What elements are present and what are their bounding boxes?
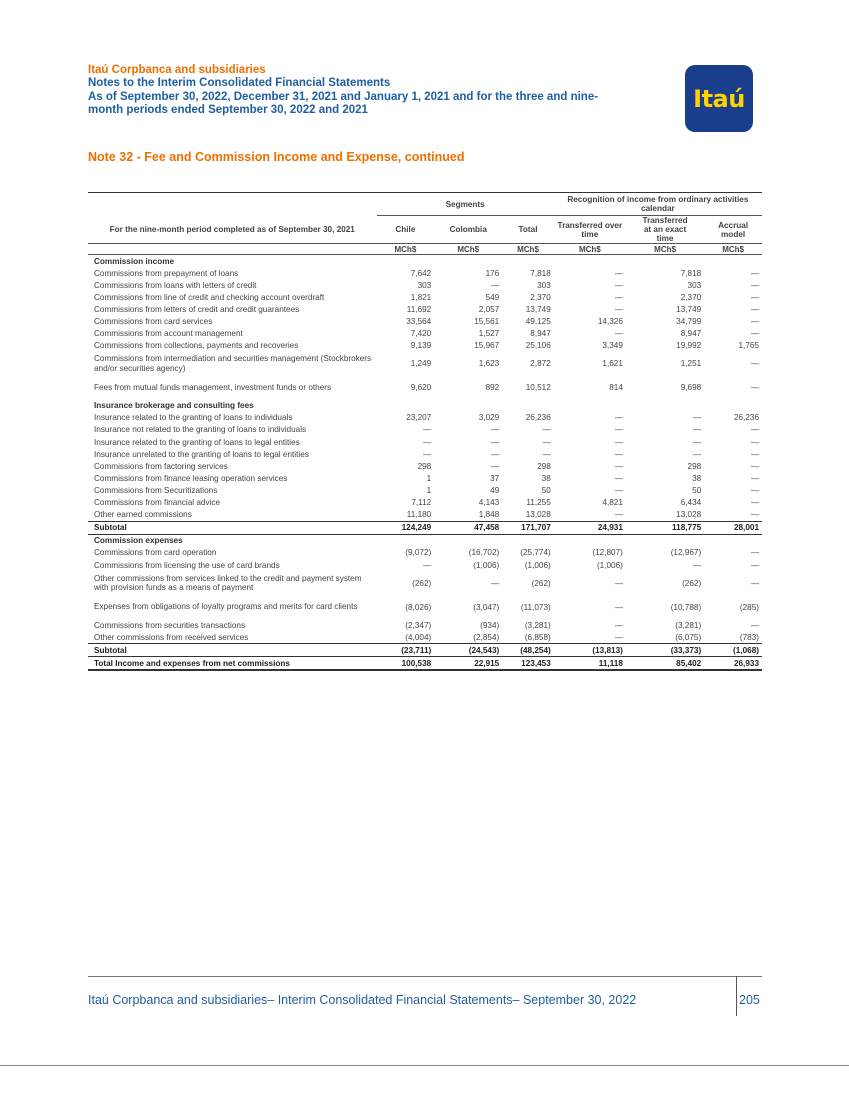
value-cell: 1 [426, 485, 432, 495]
table-row [88, 424, 762, 436]
value-cell: — [542, 449, 551, 459]
value-cell: 1,249 [410, 359, 432, 369]
value-cell: — [423, 449, 432, 459]
value-cell: 15,967 [474, 341, 500, 351]
table-row [88, 291, 762, 303]
company-name: Itaú Corpbanca and subsidiaries [88, 64, 266, 76]
value-cell: — [423, 560, 432, 570]
value-cell: (13,813) [554, 644, 626, 657]
value-cell: (1,006) [524, 560, 551, 570]
value-cell: 1,527 [478, 329, 500, 339]
table-row [88, 340, 762, 352]
table-row [88, 619, 762, 631]
row-label: Commissions from account management [94, 329, 243, 339]
group-header-row [88, 193, 762, 216]
value-cell: — [693, 560, 702, 570]
value-cell: 10,512 [525, 383, 551, 393]
value-cell: — [750, 510, 759, 520]
value-cell: 23,207 [406, 413, 432, 423]
subtotal-row [88, 521, 762, 534]
value-cell: 549 [485, 292, 500, 302]
value-cell: (33,373) [626, 644, 704, 657]
value-cell: 124,249 [377, 521, 435, 534]
table-row [88, 472, 762, 484]
total-row [88, 657, 762, 671]
table-row [88, 484, 762, 496]
value-cell: 13,749 [676, 304, 702, 314]
value-cell: — [693, 425, 702, 435]
footer-text: Itaú Corpbanca and subsidiaries– Interim Consolidated Financial Statements– September 30, 2022 [88, 993, 637, 1007]
value-cell: — [491, 578, 500, 588]
value-cell: — [542, 425, 551, 435]
value-cell: (25,774) [520, 548, 551, 558]
table-row [88, 448, 762, 460]
value-cell: — [614, 437, 623, 447]
value-cell: 118,775 [626, 521, 704, 534]
value-cell: 37 [490, 473, 500, 483]
value-cell: (285) [739, 602, 759, 612]
value-cell: — [750, 578, 759, 588]
table-row [88, 352, 762, 376]
value-cell: — [614, 280, 623, 290]
unit-row [88, 244, 762, 255]
row-label: Other commissions from services linked to the credit and payment system with provision funds as a means of payment [94, 573, 362, 593]
row-label: Fees from mutual funds management, investment funds or others [94, 383, 332, 392]
value-cell: 28,001 [704, 521, 762, 534]
value-cell: (11,073) [520, 602, 551, 612]
value-cell: — [750, 383, 759, 393]
table-row [88, 303, 762, 315]
value-cell: 3,349 [602, 341, 623, 351]
value-cell: — [750, 620, 759, 630]
value-cell: 13,028 [525, 510, 551, 520]
value-cell: 7,642 [410, 268, 432, 278]
table-row [88, 267, 762, 279]
value-cell: (262) [531, 578, 551, 588]
value-cell: (3,281) [675, 620, 702, 630]
value-cell: — [614, 602, 623, 612]
value-cell: — [491, 280, 500, 290]
value-cell: (783) [739, 632, 759, 642]
value-cell: (8,026) [405, 602, 432, 612]
value-cell: (23,711) [377, 644, 435, 657]
value-cell: 2,057 [478, 304, 500, 314]
col-header-transferred-exact-time: Transferred at an exact time [642, 216, 688, 243]
value-cell: (12,967) [670, 548, 702, 558]
value-cell: (12,807) [592, 548, 623, 558]
value-cell: 25,106 [525, 341, 551, 351]
value-cell: (10,788) [670, 602, 702, 612]
value-cell: — [750, 425, 759, 435]
value-cell: — [750, 359, 759, 369]
value-cell: — [542, 437, 551, 447]
value-cell: 1 [426, 473, 432, 483]
value-cell: 49 [490, 485, 500, 495]
value-cell: 7,818 [680, 268, 702, 278]
value-cell: (1,068) [704, 644, 762, 657]
table-row [88, 328, 762, 340]
value-cell: — [750, 317, 759, 327]
header-line-2: As of September 30, 2022, December 31, 2021 and January 1, 2021 and for the three and nine- [88, 90, 599, 103]
section-header-row [88, 255, 762, 268]
value-cell: (262) [682, 578, 702, 588]
value-cell: 8,947 [680, 329, 702, 339]
value-cell: (1,006) [596, 560, 623, 570]
table-row [88, 559, 762, 571]
value-cell: (3,047) [473, 602, 500, 612]
value-cell: 2,872 [530, 359, 551, 369]
row-label: Commissions from Securitizations [94, 485, 218, 495]
value-cell: 814 [609, 383, 623, 393]
table-row [88, 509, 762, 522]
value-cell: 2,370 [680, 292, 702, 302]
value-cell: 9,139 [410, 341, 432, 351]
value-cell: 11,118 [554, 657, 626, 671]
section-header-row [88, 400, 762, 412]
value-cell: — [750, 268, 759, 278]
value-cell: 303 [417, 280, 432, 290]
value-cell: 11,255 [526, 498, 551, 508]
value-cell: (16,702) [468, 548, 500, 558]
row-label: Commissions from licensing the use of card brands [94, 560, 280, 570]
value-cell: 34,799 [676, 317, 702, 327]
value-cell: 24,931 [554, 521, 626, 534]
value-cell: — [750, 498, 759, 508]
value-cell: 33,564 [406, 317, 432, 327]
table-row [88, 547, 762, 559]
value-cell: 13,028 [676, 510, 702, 520]
value-cell: 1,621 [602, 359, 623, 369]
unit-cell: MCh$ [704, 244, 762, 255]
row-label: Other earned commissions [94, 510, 192, 520]
value-cell: 3,029 [478, 413, 500, 423]
value-cell: — [750, 560, 759, 570]
value-cell: 8,947 [530, 329, 551, 339]
col-header-accrual-model: Accrual model [718, 220, 749, 239]
value-cell: — [750, 304, 759, 314]
value-cell: — [491, 437, 500, 447]
value-cell: (24,543) [434, 644, 502, 657]
row-label: Commissions from prepayment of loans [94, 268, 239, 278]
note-title: Note 32 - Fee and Commission Income and Expense, continued [88, 150, 465, 164]
row-label: Total Income and expenses from net commissions [88, 657, 377, 671]
value-cell: — [750, 292, 759, 302]
value-cell: 7,112 [411, 498, 432, 508]
row-label: Commission expenses [94, 536, 183, 546]
col-header-colombia: Colombia [449, 225, 487, 234]
itau-logo [685, 65, 753, 132]
row-label: Insurance unrelated to the granting of loans to legal entities [94, 449, 309, 459]
value-cell: 1,821 [410, 292, 432, 302]
value-cell: (3,281) [524, 620, 551, 630]
recognition-group-header: Recognition of income from ordinary activities calendar [554, 193, 762, 216]
table-row [88, 436, 762, 448]
value-cell: (6,075) [675, 632, 702, 642]
segments-group-header: Segments [377, 193, 554, 216]
subtotal-row [88, 644, 762, 657]
row-label: Expenses from obligations of loyalty programs and merits for card clients [94, 602, 358, 612]
row-label: Commissions from intermediation and securities management (Stockbrokers and/or securities agency) [94, 354, 372, 373]
row-label: Commissions from factoring services [94, 461, 228, 471]
row-label: Insurance not related to the granting of loans to individuals [94, 425, 307, 435]
value-cell: 298 [687, 461, 702, 471]
commission-table-container [88, 192, 762, 671]
value-cell: — [491, 461, 500, 471]
unit-cell: MCh$ [626, 244, 704, 255]
row-label: Commissions from loans with letters of credit [94, 280, 257, 290]
value-cell: (262) [412, 578, 432, 588]
value-cell: 50 [692, 485, 702, 495]
value-cell: (2,854) [473, 632, 500, 642]
row-label: Insurance brokerage and consulting fees [94, 401, 254, 411]
value-cell: 9,620 [410, 383, 432, 393]
col-header-transferred-over-time: Transferred over time [557, 220, 623, 239]
page-number: 205 [739, 993, 760, 1007]
row-label: Commissions from securities transactions [94, 620, 246, 630]
value-cell: (4,004) [405, 632, 432, 642]
table-row [88, 631, 762, 644]
value-cell: 1,251 [680, 359, 702, 369]
row-label: Commissions from financial advice [94, 498, 221, 508]
value-cell: (1,006) [473, 560, 500, 570]
value-cell: — [614, 425, 623, 435]
value-cell: — [614, 449, 623, 459]
value-cell: 6,434 [680, 498, 702, 508]
page-bottom-edge [0, 1065, 849, 1066]
value-cell: — [693, 437, 702, 447]
table-row [88, 571, 762, 595]
value-cell: — [614, 473, 623, 483]
value-cell: — [750, 437, 759, 447]
table-row [88, 460, 762, 472]
value-cell: (934) [480, 620, 500, 630]
table-body [88, 255, 762, 671]
value-cell: — [423, 425, 432, 435]
table-row [88, 595, 762, 619]
unit-cell: MCh$ [554, 244, 626, 255]
table-row [88, 412, 762, 424]
value-cell: — [693, 449, 702, 459]
footer-page-separator [736, 976, 737, 1016]
header-line-1: Notes to the Interim Consolidated Financial Statements [88, 77, 391, 89]
value-cell: — [750, 449, 759, 459]
table-row [88, 376, 762, 400]
unit-cell: MCh$ [502, 244, 554, 255]
value-cell: 1,623 [478, 359, 500, 369]
value-cell: 14,326 [597, 317, 623, 327]
table-row [88, 315, 762, 327]
value-cell: — [491, 449, 500, 459]
unit-cell: MCh$ [434, 244, 502, 255]
value-cell: — [750, 473, 759, 483]
value-cell: — [614, 620, 623, 630]
value-cell: 303 [537, 280, 551, 290]
value-cell: — [750, 548, 759, 558]
value-cell: — [614, 413, 623, 423]
value-cell: 38 [692, 473, 702, 483]
col-header-chile: Chile [395, 225, 416, 234]
value-cell: 892 [485, 383, 500, 393]
value-cell: — [614, 461, 623, 471]
value-cell: 26,236 [525, 413, 551, 423]
value-cell: 50 [541, 485, 551, 495]
value-cell: 1,848 [478, 510, 500, 520]
value-cell: 11,692 [406, 304, 432, 314]
value-cell: 7,420 [410, 329, 432, 339]
value-cell: 9,698 [680, 383, 702, 393]
value-cell: — [614, 578, 623, 588]
logo-text: Itaú [693, 84, 745, 113]
row-label: Commission income [94, 256, 175, 266]
row-label: Commissions from finance leasing operation services [94, 473, 288, 483]
value-cell: — [750, 485, 759, 495]
value-cell: (2,347) [405, 620, 432, 630]
row-label: Commissions from card operation [94, 548, 217, 558]
value-cell: — [491, 425, 500, 435]
value-cell: 49,125 [525, 317, 551, 327]
value-cell: — [614, 485, 623, 495]
value-cell: 22,915 [434, 657, 502, 671]
header-line-3: month periods ended September 30, 2022 and 2021 [88, 104, 368, 116]
value-cell: 11,180 [406, 510, 432, 520]
column-header-row [88, 216, 762, 244]
row-label: Other commissions from received services [94, 632, 249, 642]
value-cell: 7,818 [530, 268, 551, 278]
document-header [88, 64, 658, 118]
value-cell: 298 [537, 461, 551, 471]
row-label: Subtotal [88, 644, 377, 657]
table-row [88, 497, 762, 509]
value-cell: 2,370 [530, 292, 551, 302]
value-cell: 19,992 [676, 341, 702, 351]
value-cell: 13,749 [525, 304, 551, 314]
row-label: Commissions from collections, payments and recoveries [94, 341, 299, 351]
value-cell: — [614, 632, 623, 642]
section-header-row [88, 534, 762, 547]
value-cell: (9,072) [405, 548, 432, 558]
value-cell: (6,858) [524, 632, 551, 642]
value-cell: 303 [687, 280, 702, 290]
value-cell: 123,453 [502, 657, 554, 671]
value-cell: 26,933 [704, 657, 762, 671]
value-cell: 4,821 [602, 498, 623, 508]
period-header: For the nine-month period completed as of September 30, 2021 [109, 224, 355, 234]
value-cell: — [750, 461, 759, 471]
value-cell: 171,707 [502, 521, 554, 534]
row-label: Subtotal [88, 521, 377, 534]
value-cell: — [750, 329, 759, 339]
value-cell: — [693, 413, 702, 423]
value-cell: 85,402 [626, 657, 704, 671]
col-header-total: Total [518, 225, 538, 234]
value-cell: 15,561 [474, 317, 500, 327]
row-label: Insurance related to the granting of loans to individuals [94, 413, 293, 423]
value-cell: — [614, 292, 623, 302]
value-cell: 298 [417, 461, 432, 471]
row-label: Commissions from card services [94, 317, 213, 327]
value-cell: 1,765 [738, 341, 759, 351]
value-cell: — [614, 510, 623, 520]
value-cell: 4,143 [478, 498, 500, 508]
value-cell: 176 [485, 268, 500, 278]
row-label: Insurance related to the granting of loans to legal entities [94, 437, 300, 447]
value-cell: — [750, 280, 759, 290]
footer-divider [88, 976, 762, 977]
row-label: Commissions from letters of credit and credit guarantees [94, 304, 300, 314]
value-cell: 100,538 [377, 657, 435, 671]
row-label: Commissions from line of credit and checking account overdraft [94, 292, 325, 302]
value-cell: 26,236 [733, 413, 759, 423]
value-cell: (48,254) [502, 644, 554, 657]
value-cell: 47,458 [434, 521, 502, 534]
value-cell: — [423, 437, 432, 447]
commission-table [88, 192, 762, 671]
value-cell: — [614, 304, 623, 314]
value-cell: — [614, 268, 623, 278]
value-cell: 38 [541, 473, 551, 483]
unit-cell: MCh$ [377, 244, 435, 255]
table-row [88, 279, 762, 291]
value-cell: — [614, 329, 623, 339]
